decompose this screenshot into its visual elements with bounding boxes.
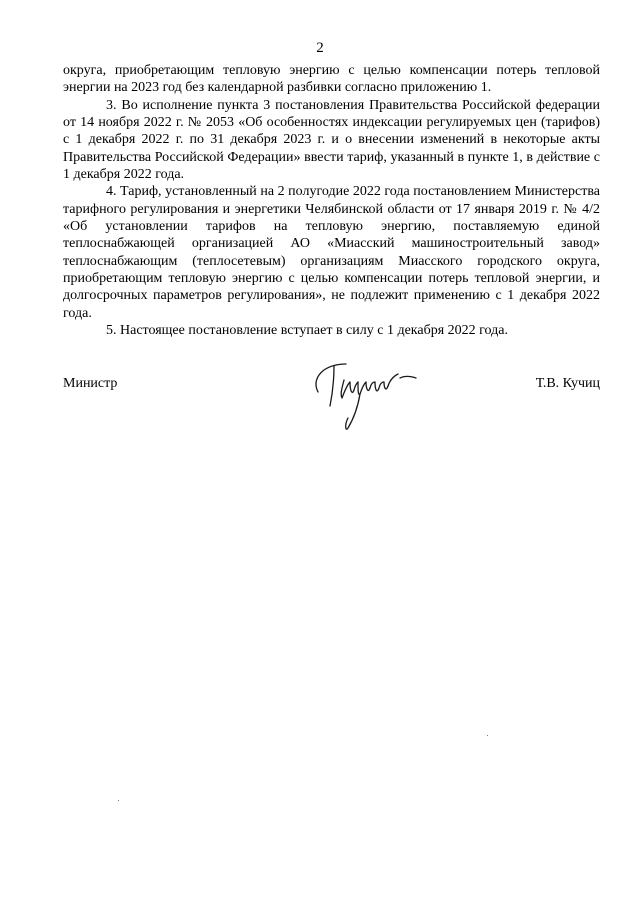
scan-speck [487,735,488,736]
signer-title: Министр [63,376,118,391]
handwritten-signature [300,354,450,434]
paragraph-item-5: 5. Настоящее постановление вступает в силу с 1 декабря 2022 года. [106,323,508,339]
signer-name: Т.В. Кучиц [535,376,600,391]
document-body [63,62,600,340]
page-number: 2 [316,40,324,56]
paragraph-continuation: округа, приобретающим тепловую энергию с целью компенсации потерь тепловой энергии на 2023 год без календарной разбивки согласно приложению 1. [63,63,600,96]
paragraph-item-3: 3. Во исполнение пункта 3 постановления Правительства Российской федерации от 14 ноября 2022 г. № 2053 «Об особенностях индексации регулируемых цен (тарифов) с 1 декабря 2022 г. по 31 декабря 2023 г. и о внесении изменений в некоторые акты Правительства Российской Федерации» ввести тариф, указанный в пункте 1, в действие с 1 декабря 2022 года. [63,97,600,183]
paragraph-item-4: 4. Тариф, установленный на 2 полугодие 2022 года постановлением Министерства тарифного регулирования и энергетики Челябинской области от 17 января 2019 г. № 4/2 «Об установлении тарифов на тепловую энергию, поставляемую единой теплоснабжающей организацией АО «Миасский машиностроительный завод» теплоснабжающим (теплосетевым) организациям Миасского городского округа, приобретающим тепловую энергию с целью компенсации потерь тепловой энергии, и долгосрочных параметров регулирования», не подлежит применению с 1 декабря 2022 года. [63,184,600,321]
scan-speck [118,800,119,801]
